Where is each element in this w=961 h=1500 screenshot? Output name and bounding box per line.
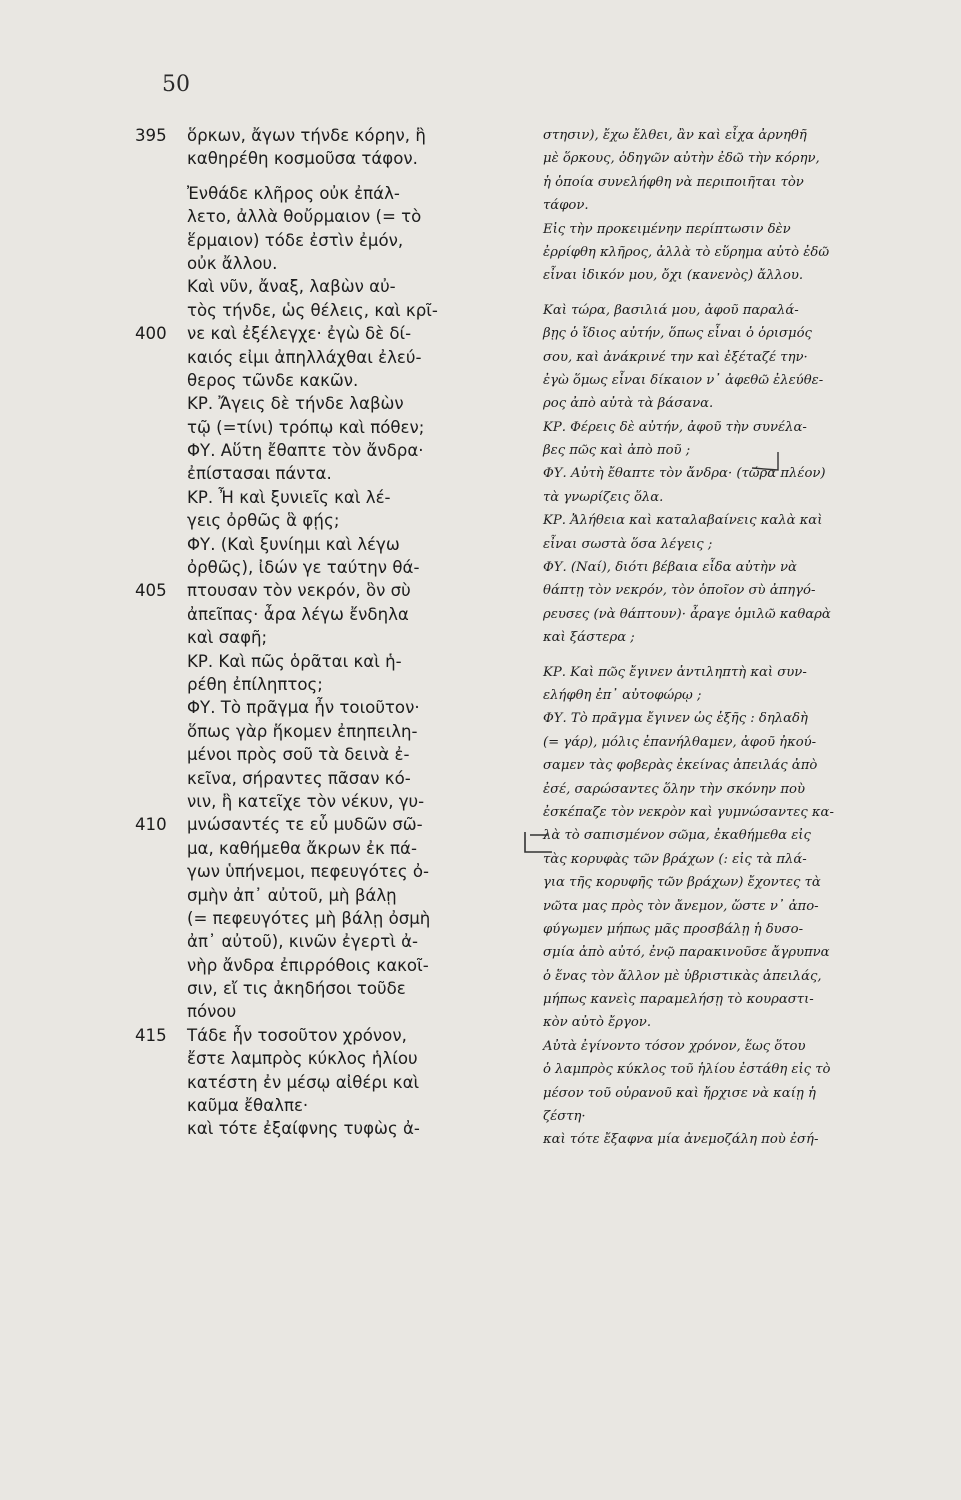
text-line	[135, 486, 525, 509]
text-line	[543, 533, 943, 556]
line-text: ΦΥ. (Καὶ ξυνίημι καὶ λέγω	[187, 534, 400, 554]
text-line	[543, 661, 943, 684]
line-text: σαμεν τὰς φοβερὰς ἐκείνας ἀπειλάς ἀπὸ	[543, 758, 818, 774]
line-text: λὰ τὸ σαπισμένον σῶμα, ἐκαθήμεθα εἰς	[543, 828, 811, 844]
text-line	[135, 720, 525, 743]
line-text: ΦΥ. (Ναί), διότι βέβαια εἶδα αὐτὴν νὰ	[543, 560, 797, 576]
verse-number: 400	[135, 324, 167, 344]
line-text: θερος τῶνδε κακῶν.	[187, 370, 359, 390]
line-text: νῶτα μας πρὸς τὸν ἄνεμον, ὥστε ν᾽ ἀπο-	[543, 898, 819, 914]
line-text: ἐσέ, σαρώσαντες ὅλην τὴν σκόνην ποὺ	[543, 781, 805, 797]
text-line	[543, 1035, 943, 1058]
paragraph-gap	[543, 288, 943, 299]
line-text: ὅπως γὰρ ἥκομεν ἐπηπειλη-	[187, 721, 418, 741]
text-line	[543, 556, 943, 579]
line-text: ρος ἀπὸ αὐτὰ τὰ βάσανα.	[543, 396, 714, 412]
line-text: ελήφθη ἐπ᾽ αὐτοφώρῳ ;	[543, 687, 702, 703]
text-line	[135, 439, 525, 462]
text-line	[135, 322, 525, 345]
line-text: κὸν αὐτὸ ἔργον.	[543, 1015, 652, 1031]
line-text: ρευσες (νὰ θάπτουν)· ἆραγε ὁμιλῶ καθαρὰ	[543, 606, 831, 622]
page-number: 50	[162, 72, 190, 97]
text-line	[135, 813, 525, 836]
line-text: λετο, ἀλλὰ θοὔρμαιον (= τὸ	[187, 207, 422, 227]
text-line	[543, 941, 943, 964]
text-line	[135, 837, 525, 860]
line-text: κεῖνα, σήραντες πᾶσαν κό-	[187, 768, 411, 788]
text-line	[135, 743, 525, 766]
text-line	[543, 918, 943, 941]
line-text: για τῆς κορυφῆς τῶν βράχων) ἔχοντες τὰ	[543, 875, 821, 891]
text-line	[543, 579, 943, 602]
line-text: φύγωμεν μήπως μᾶς προσβάλῃ ἡ δυσο-	[543, 921, 804, 937]
paragraph-gap	[135, 171, 525, 182]
text-line	[543, 731, 943, 754]
line-text: Εἰς τὴν προκειμένην περίπτωσιν δὲν	[543, 221, 791, 237]
text-line	[543, 603, 943, 626]
line-text: μέσον τοῦ οὐρανοῦ καὶ ἤρχισε νὰ καίῃ ἡ	[543, 1085, 816, 1101]
text-line	[543, 871, 943, 894]
text-line	[543, 1058, 943, 1081]
verse-number: 395	[135, 126, 167, 145]
text-line	[135, 205, 525, 228]
line-text: θάπτῃ τὸν νεκρόν, τὸν ὁποῖον σὺ ἀπηγό-	[543, 583, 816, 599]
text-line	[135, 907, 525, 930]
text-line	[135, 509, 525, 532]
text-line	[135, 930, 525, 953]
line-text: κατέστη ἐν μέσῳ αἰθέρι καὶ	[187, 1072, 420, 1092]
text-line	[135, 1000, 525, 1023]
text-line	[135, 579, 525, 602]
text-line	[543, 626, 943, 649]
line-text: μήπως κανεὶς παραμελήσῃ τὸ κουραστι-	[543, 992, 814, 1008]
line-text: τὸς τήνδε, ὡς θέλεις, καὶ κρῖ-	[187, 300, 438, 320]
line-text: νε καὶ ἐξέλεγχε· ἐγὼ δὲ δί-	[187, 324, 412, 344]
line-text: ὅρκων, ἄγων τήνδε κόρην, ἣ	[187, 126, 426, 145]
text-line	[543, 392, 943, 415]
line-text: μένοι πρὸς σοῦ τὰ δεινὰ ἐ-	[187, 745, 410, 765]
text-line	[543, 416, 943, 439]
text-line	[135, 650, 525, 673]
text-line	[543, 988, 943, 1011]
line-text: ἐπίστασαι πάντα.	[187, 464, 332, 484]
text-line	[543, 895, 943, 918]
line-text: ἡ ὁποία συνελήφθη νὰ περιποιῆται τὸν	[543, 174, 804, 190]
line-text: (= πεφευγότες μὴ βάλῃ ὀσμὴ	[187, 908, 431, 928]
text-line	[135, 346, 525, 369]
line-text: μὲ ὅρκους, ὁδηγῶν αὐτὴν ἐδῶ τὴν κόρην,	[543, 151, 820, 167]
text-line	[135, 884, 525, 907]
text-line	[543, 848, 943, 871]
line-text: ὁ ἕνας τὸν ἄλλον μὲ ὑβριστικὰς ἀπειλάς,	[543, 968, 822, 984]
line-text: εἶναι σωστὰ ὅσα λέγεις ;	[543, 536, 713, 552]
text-line	[135, 673, 525, 696]
text-line	[135, 556, 525, 579]
text-line	[543, 264, 943, 287]
text-line	[135, 462, 525, 485]
line-text: (= γάρ), μόλις ἐπανήλθαμεν, ἀφοῦ ἠκού-	[543, 734, 817, 750]
text-line	[135, 860, 525, 883]
line-text: μα, καθήμεθα ἄκρων ἐκ πά-	[187, 838, 417, 858]
text-line	[135, 767, 525, 790]
verse-number: 405	[135, 581, 167, 601]
line-text: σιν, εἴ τις ἀκηδήσοι τοῦδε	[187, 979, 406, 999]
text-line	[135, 229, 525, 252]
line-text: ὁ λαμπρὸς κύκλος τοῦ ἡλίου ἐστάθη εἰς τὸ	[543, 1062, 831, 1078]
line-text: ἀπεῖπας· ἆρα λέγω ἔνδηλα	[187, 604, 409, 624]
text-line	[135, 1047, 525, 1070]
line-text: ἐσκέπαζε τὸν νεκρὸν καὶ γυμνώσαντες κα-	[543, 804, 834, 820]
line-text: Καὶ τώρα, βασιλιά μου, ἀφοῦ παραλά-	[543, 302, 799, 318]
text-line	[543, 462, 943, 485]
text-line	[135, 392, 525, 415]
line-text: Καὶ νῦν, ἄναξ, λαβὼν αὐ-	[187, 277, 396, 297]
verse-number: 410	[135, 815, 167, 835]
text-line	[135, 124, 525, 147]
line-text: τὰς κορυφὰς τῶν βράχων (: εἰς τὰ πλά-	[543, 851, 807, 867]
line-text: ΚΡ. Ἀλήθεια καὶ καταλαβαίνεις καλὰ καὶ	[543, 513, 823, 529]
line-text: γων ὑπήνεμοι, πεφευγότες ὀ-	[187, 862, 430, 882]
text-line	[135, 369, 525, 392]
line-text: οὐκ ἄλλου.	[187, 253, 278, 273]
line-text: καὶ ξάστερα ;	[543, 630, 635, 646]
text-line	[543, 707, 943, 730]
line-text: Ἐνθάδε κλῆρος οὐκ ἐπάλ-	[187, 183, 400, 203]
text-line	[543, 369, 943, 392]
line-text: καθηρέθη κοσμοῦσα τάφον.	[187, 149, 418, 169]
line-text: νὴρ ἄνδρα ἐπιρρόθοις κακοῖ-	[187, 955, 429, 975]
text-line	[135, 1024, 525, 1047]
line-text: μνώσαντές τε εὖ μυδῶν σῶ-	[187, 815, 423, 835]
text-line	[543, 299, 943, 322]
text-line	[135, 533, 525, 556]
line-text: ρέθη ἐπίληπτος;	[187, 674, 323, 694]
text-line	[543, 965, 943, 988]
line-text: καὶ τότε ἔξαφνα μία ἀνεμοζάλη ποὺ ἐσή-	[543, 1132, 819, 1148]
line-text: καῦμα ἔθαλπε·	[187, 1096, 309, 1116]
line-text: εἶναι ἰδικόν μου, ὄχι (κανενὸς) ἄλλου.	[543, 268, 804, 284]
text-line	[135, 299, 525, 322]
text-line	[135, 954, 525, 977]
text-line	[135, 416, 525, 439]
text-line	[543, 124, 943, 147]
text-line	[135, 696, 525, 719]
text-line	[543, 439, 943, 462]
line-text: ΚΡ. Ἦ καὶ ξυνιεῖς καὶ λέ-	[187, 487, 391, 507]
line-text: Τάδε ἦν τοσοῦτον χρόνον,	[187, 1025, 407, 1045]
line-text: σου, καὶ ἀνάκρινέ την καὶ ἐξέταζέ την·	[543, 349, 808, 365]
line-text: τῷ (=τίνι) τρόπῳ καὶ πόθεν;	[187, 417, 425, 437]
line-text: στησιν), ἔχω ἔλθει, ἂν καὶ εἶχα ἀρνηθῆ	[543, 128, 807, 143]
text-line	[135, 275, 525, 298]
greek-original-column	[135, 124, 525, 1141]
text-line	[135, 147, 525, 170]
line-text: ΚΡ. Ἄγεις δὲ τήνδε λαβὼν	[187, 394, 404, 414]
line-text: βῃς ὁ ἴδιος αὐτήν, ὅπως εἶναι ὁ ὁρισμός	[543, 326, 812, 342]
text-line	[543, 1128, 943, 1151]
text-line	[543, 509, 943, 532]
text-line	[543, 346, 943, 369]
text-line	[543, 218, 943, 241]
text-line	[543, 801, 943, 824]
text-line	[543, 1105, 943, 1128]
text-line	[135, 790, 525, 813]
text-line	[135, 252, 525, 275]
line-text: νιν, ἣ κατεῖχε τὸν νέκυν, γυ-	[187, 791, 425, 811]
line-text: ΦΥ. Αὐτὴ ἔθαπτε τὸν ἄνδρα· (τώρα πλέον)	[543, 466, 826, 482]
text-line	[543, 684, 943, 707]
line-text: ΦΥ. Αὕτη ἔθαπτε τὸν ἄνδρα·	[187, 441, 424, 461]
line-text: ΚΡ. Καὶ πῶς ἔγινεν ἀντιληπτὴ καὶ συν-	[543, 664, 807, 680]
text-line	[135, 977, 525, 1000]
line-text: ΦΥ. Τὸ πρᾶγμα ἔγινεν ὡς ἑξῆς : δηλαδὴ	[543, 711, 808, 727]
line-text: ΚΡ. Καὶ πῶς ὁρᾶται καὶ ἡ-	[187, 651, 402, 671]
line-text: ΚΡ. Φέρεις δὲ αὐτήν, ἀφοῦ τὴν συνέλα-	[543, 419, 807, 435]
line-text: καιός εἰμι ἀπηλλάχθαι ἐλεύ-	[187, 347, 422, 367]
line-text: ζέστη·	[543, 1109, 586, 1125]
line-text: γεις ὀρθῶς ἃ φῄς;	[187, 511, 340, 531]
line-text: ἐρρίφθη κλῆρος, ἀλλὰ τὸ εὕρημα αὐτὸ ἐδῶ	[543, 244, 830, 260]
text-line	[135, 603, 525, 626]
line-text: ἀπ᾽ αὐτοῦ), κινῶν ἐγερτὶ ἀ-	[187, 932, 419, 952]
text-line	[543, 1011, 943, 1034]
text-line	[543, 241, 943, 264]
text-line	[543, 194, 943, 217]
line-text: καὶ σαφῆ;	[187, 628, 268, 648]
text-line	[543, 322, 943, 345]
text-line	[135, 626, 525, 649]
modern-greek-translation-column	[543, 124, 943, 1152]
line-text: ὀρθῶς), ἰδών γε ταύτην θά-	[187, 558, 420, 578]
verse-number: 415	[135, 1025, 167, 1045]
text-line	[135, 182, 525, 205]
line-text: καὶ τότε ἐξαίφνης τυφὼς ἀ-	[187, 1119, 420, 1139]
text-line	[543, 147, 943, 170]
line-text: τὰ γνωρίζεις ὅλα.	[543, 489, 664, 505]
text-line	[543, 754, 943, 777]
text-line	[543, 1082, 943, 1105]
line-text: τάφον.	[543, 198, 589, 214]
line-text: βες πῶς καὶ ἀπὸ ποῦ ;	[543, 443, 691, 459]
text-line	[135, 1094, 525, 1117]
line-text: ἕρμαιον) τόδε ἐστὶν ἐμόν,	[187, 230, 404, 250]
line-text: Αὐτὰ ἐγίνοντο τόσον χρόνον, ἕως ὅτου	[543, 1038, 806, 1054]
line-text: σμὴν ἀπ᾽ αὐτοῦ, μὴ βάλῃ	[187, 885, 397, 905]
line-text: ἔστε λαμπρὸς κύκλος ἡλίου	[187, 1049, 418, 1069]
paragraph-gap	[543, 650, 943, 661]
text-line	[135, 1117, 525, 1140]
line-text: πτουσαν τὸν νεκρόν, ὃν σὺ	[187, 581, 411, 601]
text-line	[543, 778, 943, 801]
line-text: πόνου	[187, 1002, 237, 1022]
text-line	[543, 824, 943, 847]
text-line	[543, 486, 943, 509]
line-text: ΦΥ. Τὸ πρᾶγμα ἦν τοιοῦτον·	[187, 698, 420, 718]
text-line	[543, 171, 943, 194]
line-text: ἐγὼ ὅμως εἶναι δίκαιον ν᾽ ἀφεθῶ ἐλεύθε-	[543, 372, 824, 388]
line-text: σμία ἀπὸ αὐτό, ἐνῷ παρακινοῦσε ἄγρυπνα	[543, 945, 830, 961]
text-line	[135, 1071, 525, 1094]
